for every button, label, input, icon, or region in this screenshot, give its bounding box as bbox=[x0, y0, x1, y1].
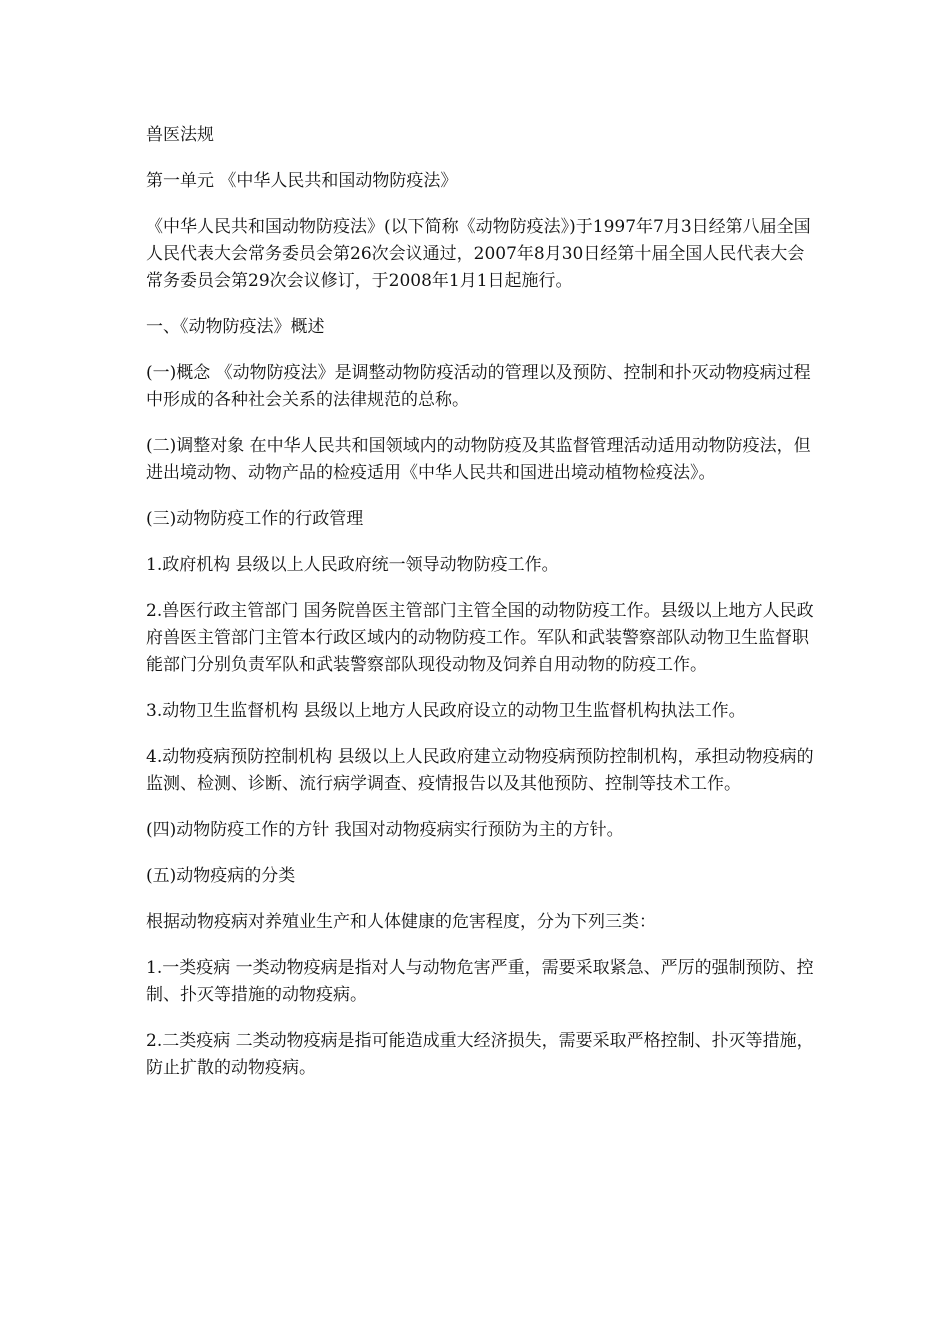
paragraph-disease-control: 4.动物疫病预防控制机构 县级以上人民政府建立动物疫病预防控制机构，承担动物疫病的监测、检测、诊断、流行病学调查、疫情报告以及其他预防、控制等技术工作。 bbox=[146, 747, 814, 794]
intro-paragraph: 《中华人民共和国动物防疫法》(以下简称《动物防疫法》)于1997年7月3日经第八届全国人民代表大会常务委员会第26次会议通过，2007年8月30日经第十届全国人民代表大会常务委员会第29次会议修订，于2008年1月1日起施行。 bbox=[146, 217, 811, 291]
paragraph-classification-intro: 根据动物疫病对养殖业生产和人体健康的危害程度，分为下列三类： bbox=[146, 912, 656, 932]
document-title: 兽医法规 bbox=[146, 125, 214, 145]
paragraph-scope: (二)调整对象 在中华人民共和国领域内的动物防疫及其监督管理活动适用动物防疫法，但进出境动物、动物产品的检疫适用《中华人民共和国进出境动植物检疫法》。 bbox=[146, 436, 811, 483]
subsection-heading-admin: (三)动物防疫工作的行政管理 bbox=[146, 509, 364, 529]
paragraph-concept: (一)概念 《动物防疫法》是调整动物防疫活动的管理以及预防、控制和扑灭动物疫病过程中形成的各种社会关系的法律规范的总称。 bbox=[146, 363, 811, 410]
unit-heading: 第一单元 《中华人民共和国动物防疫法》 bbox=[146, 171, 458, 191]
paragraph-class-two: 2.二类疫病 二类动物疫病是指可能造成重大经济损失，需要采取严格控制、扑灭等措施，防止扩散的动物疫病。 bbox=[146, 1031, 814, 1078]
paragraph-policy: (四)动物防疫工作的方针 我国对动物疫病实行预防为主的方针。 bbox=[146, 820, 624, 840]
document-body bbox=[146, 122, 818, 1101]
section-heading: 一、《动物防疫法》概述 bbox=[146, 317, 325, 337]
paragraph-government: 1.政府机构 县级以上人民政府统一领导动物防疫工作。 bbox=[146, 555, 559, 575]
subsection-heading-classification: (五)动物疫病的分类 bbox=[146, 866, 296, 886]
paragraph-supervision-agency: 3.动物卫生监督机构 县级以上地方人民政府设立的动物卫生监督机构执法工作。 bbox=[146, 701, 746, 721]
paragraph-class-one: 1.一类疫病 一类动物疫病是指对人与动物危害严重，需要采取紧急、严厉的强制预防、控制、扑灭等措施的动物疫病。 bbox=[146, 958, 814, 1005]
paragraph-veterinary-dept: 2.兽医行政主管部门 国务院兽医主管部门主管全国的动物防疫工作。县级以上地方人民政府兽医主管部门主管本行政区域内的动物防疫工作。军队和武装警察部队动物卫生监督职能部门分别负责军队和武装警察部队现役动物及饲养自用动物的防疫工作。 bbox=[146, 601, 814, 675]
